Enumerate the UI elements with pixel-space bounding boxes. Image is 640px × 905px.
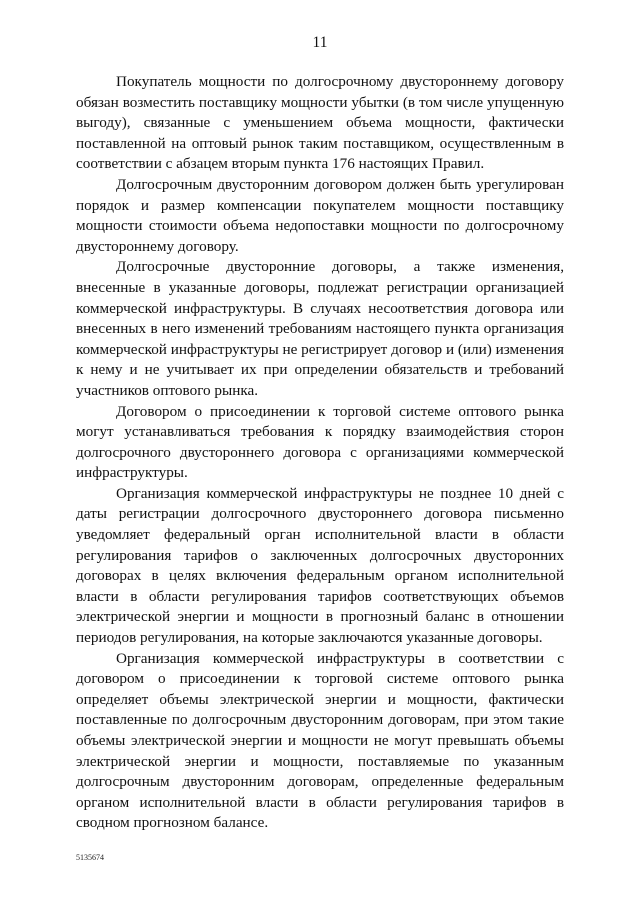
document-body [76, 72, 564, 834]
page-number: 11 [312, 34, 328, 51]
paragraph-6: Организация коммерческой инфраструктуры в соответствии с договором о присоединении к торговой системе оптового рынка определяет объемы электрической энергии и мощности, фактически поставленные по долгосрочным двусторонним договорам, при этом такие объемы электрической энергии и мощности не могут превышать объемы электрической энергии и мощности, поставляемые по указанным долгосрочным двусторонним договорам, определенные федеральным органом исполнительной власти в области регулирования тарифов в сводном прогнозном балансе. [76, 649, 564, 832]
paragraph-3: Долгосрочные двусторонние договоры, а также изменения, внесенные в указанные договоры, подлежат регистрации организацией коммерческой инфраструктуры. В случаях несоответствия договора или внесенных в него изменений требованиям настоящего пункта организация коммерческой инфраструктуры не регистрирует договор и (или) изменения к нему и не учитывает их при определении обязательств и требований участников оптового рынка. [76, 258, 564, 399]
paragraph-5: Организация коммерческой инфраструктуры не позднее 10 дней с даты регистрации долгосрочного двустороннего договора письменно уведомляет федеральный орган исполнительной власти в области регулирования тарифов о заключенных долгосрочных двусторонних договорах в целях включения федеральным органом исполнительной власти в области регулирования тарифов соответствующих объемов электрической энергии и мощности в прогнозный баланс в отношении периодов регулирования, на которые заключаются указанные договоры. [76, 484, 564, 647]
paragraph-4: Договором о присоединении к торговой системе оптового рынка могут устанавливаться требования к порядку взаимодействия сторон долгосрочного двустороннего договора с организациями коммерческой инфраструктуры. [76, 402, 564, 482]
paragraph-1: Покупатель мощности по долгосрочному двустороннему договору обязан возместить поставщику мощности убытки (в том числе упущенную выгоду), связанные с уменьшением объема мощности, фактически поставленной на оптовый рынок таким поставщиком, осуществленным в соответствии с абзацем вторым пункта 176 настоящих Правил. [76, 73, 564, 173]
document-code: 5135674 [76, 853, 104, 862]
paragraph-2: Долгосрочным двусторонним договором должен быть урегулирован порядок и размер компенсации покупателем мощности поставщику мощности стоимости объема недопоставки мощности по долгосрочному двустороннему договору. [76, 175, 564, 255]
